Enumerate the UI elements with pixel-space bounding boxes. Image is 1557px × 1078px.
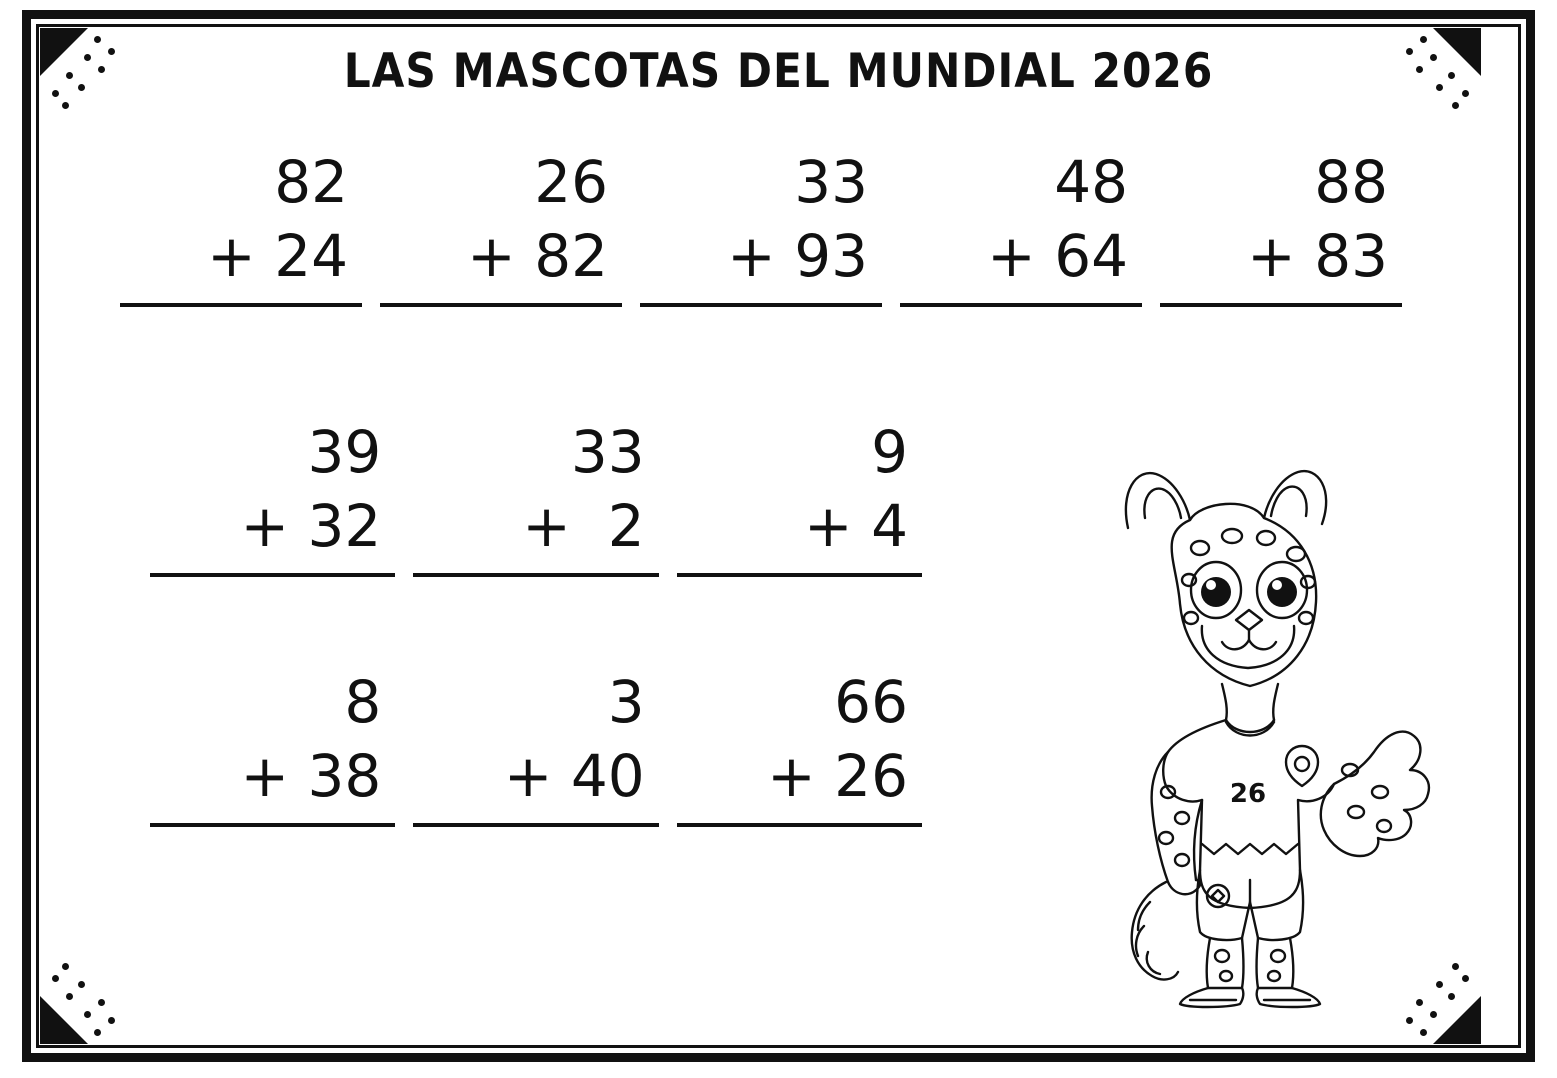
addend-bottom: + 64 [987, 222, 1128, 291]
addend-bottom: + 93 [727, 222, 868, 291]
problem-cell [630, 145, 890, 307]
addend-top: 39 [307, 418, 382, 486]
addend-bottom: + 32 [240, 492, 382, 561]
answer-rule[interactable] [1160, 303, 1402, 307]
problem-row-3 [140, 665, 930, 827]
addend-top: 33 [794, 148, 868, 216]
answer-rule[interactable] [677, 823, 922, 827]
problem-cell [667, 665, 930, 827]
answer-rule[interactable] [120, 303, 362, 307]
answer-rule[interactable] [900, 303, 1142, 307]
problem-cell [370, 145, 630, 307]
addend-top: 88 [1314, 148, 1388, 216]
answer-rule[interactable] [150, 573, 395, 577]
addend-top: 66 [834, 668, 908, 736]
addend-bottom: + 2 [522, 492, 645, 561]
addend-top: 82 [274, 148, 348, 216]
answer-rule[interactable] [677, 573, 922, 577]
answer-rule[interactable] [640, 303, 882, 307]
problem-cell [110, 145, 370, 307]
addend-bottom: + 82 [467, 222, 608, 291]
addend-bottom: + 83 [1247, 222, 1388, 291]
problem-cell [140, 415, 403, 577]
addend-top: 8 [344, 668, 382, 736]
addend-bottom: + 24 [207, 222, 348, 291]
problem-row-1 [110, 145, 1410, 307]
addend-top: 48 [1054, 148, 1128, 216]
addend-top: 3 [607, 668, 645, 736]
jaguar-mascot-icon [1050, 440, 1450, 1010]
addend-bottom: + 40 [503, 742, 645, 811]
answer-rule[interactable] [150, 823, 395, 827]
answer-rule[interactable] [413, 573, 658, 577]
problem-cell [890, 145, 1150, 307]
problem-cell [403, 665, 666, 827]
addend-top: 9 [871, 418, 908, 486]
problem-cell [1150, 145, 1410, 307]
answer-rule[interactable] [413, 823, 658, 827]
addend-top: 26 [534, 148, 608, 216]
problem-row-2 [140, 415, 930, 577]
problem-cell [667, 415, 930, 577]
addend-bottom: + 4 [804, 492, 908, 561]
addend-bottom: + 38 [240, 742, 382, 811]
jersey-number: 26 [1229, 779, 1267, 809]
corner-decoration-bottom-left [40, 948, 136, 1044]
page-title: LAS MASCOTAS DEL MUNDIAL 2026 [343, 44, 1214, 99]
problem-cell [403, 415, 666, 577]
answer-rule[interactable] [380, 303, 622, 307]
addend-top: 33 [570, 418, 645, 486]
addend-bottom: + 26 [767, 742, 908, 811]
problem-cell [140, 665, 403, 827]
